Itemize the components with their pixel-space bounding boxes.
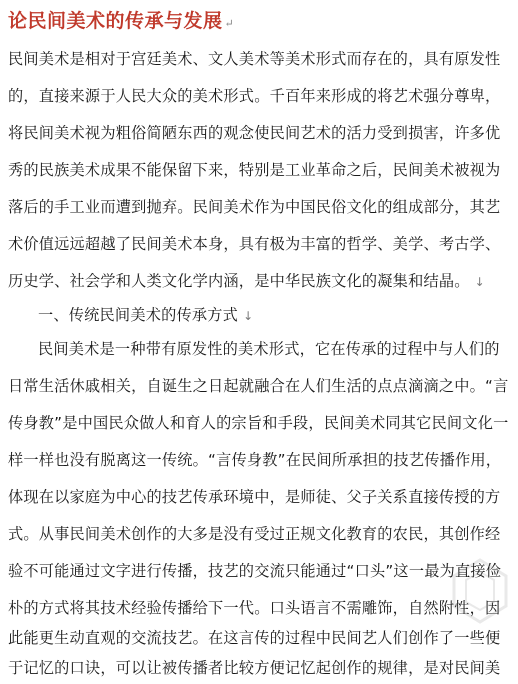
- text-line-9: 民间美术是一种带有原发性的美术形式，它在传承的过程中与人们的: [38, 340, 500, 358]
- text-line-17: 此能更生动直观的交流技艺。在这言传的过程中民间艺人们创作了一些便: [8, 629, 501, 647]
- text-line-18: 于记忆的口诀，可以让被传播者比较方便记忆起创作的规律，是对民间美: [8, 659, 501, 677]
- text-line-4: 秀的民族美术成果不能保留下来，特别是工业革命之后，民间美术被视为: [8, 161, 501, 179]
- section-heading: 一、传统民间美术的传承方式 ↓: [38, 306, 254, 324]
- text-line-6: 术价值远远超越了民间美术本身，具有极为丰富的哲学、美学、考古学、: [8, 235, 501, 253]
- text-line-13: 体现在以家庭为中心的技艺传承环境中，是师徒、父子关系直接传授的方: [8, 488, 501, 506]
- text-line-12: 样一样也没有脱离这一传统。“言传身教”在民间所承担的技艺传播作用，: [8, 451, 502, 469]
- paragraph-mark-icon: ↵: [224, 17, 235, 30]
- watermark-logo-icon: [450, 556, 510, 626]
- text-line-3: 将民间美术视为粗俗简陋东西的观念使民间艺术的活力受到损害，许多优: [8, 124, 501, 142]
- text-line-15: 验不可能通过文字进行传播，技艺的交流只能通过“口头”这一最为直接俭: [8, 562, 502, 580]
- text-line-1: 民间美术是相对于宫廷美术、文人美术等美术形式而存在的，具有原发性: [8, 50, 501, 68]
- text-line-11: 传身教”是中国民众做人和育人的宗旨和手段，民间美术同其它民间文化一: [8, 414, 509, 432]
- text-line-2: 的，直接来源于人民大众的美术形式。千百年来形成的将艺术强分尊卑，: [8, 87, 501, 105]
- line-break-icon: ↓: [474, 275, 485, 289]
- text-line-14: 式。从事民间美术创作的大多是没有受过正规文化教育的农民，其创作经: [8, 525, 501, 543]
- text-line-10: 日常生活休戚相关，自诞生之日起就融合在人们生活的点点滴滴之中。“言: [8, 377, 509, 395]
- document-title: [8, 6, 234, 33]
- line-break-icon: ↓: [243, 309, 254, 323]
- text-line-5: 落后的手工业而遭到抛弃。民间美术作为中国民俗文化的组成部分，其艺: [8, 198, 501, 216]
- text-line-16: 朴的方式将其技术经验传播给下一代。口头语言不需雕饰，自然附性，因: [8, 599, 501, 617]
- title-text: 论民间美术的传承与发展: [8, 10, 223, 32]
- text-line-7: 历史学、社会学和人类文化学内涵，是中华民族文化的凝集和结晶。 ↓: [8, 272, 485, 290]
